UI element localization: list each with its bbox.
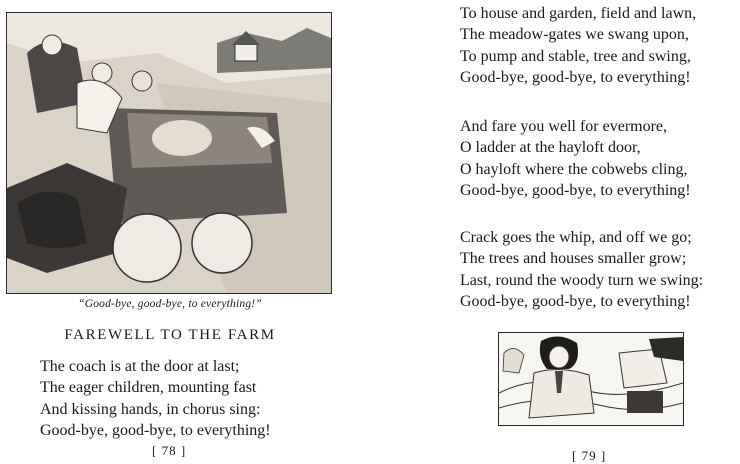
stanza-line: To pump and stable, tree and swing, [460, 47, 691, 65]
stanza-line: To house and garden, field and lawn, [460, 5, 697, 22]
stanza-line: The meadow-gates we swang upon, [460, 26, 689, 44]
stanza-3 [460, 116, 691, 202]
stanza-2 [460, 3, 696, 89]
stanza-line: The coach is at the door at last; [40, 358, 240, 375]
stanza-line: O ladder at the hayloft door, [460, 139, 641, 157]
stanza-line: Crack goes the whip, and off we go; [460, 229, 692, 246]
stanza-1 [40, 356, 271, 442]
stanza-line: Good-bye, good-bye, to everything! [40, 422, 271, 440]
stanza-line: Good-bye, good-bye, to everything! [460, 293, 691, 311]
stanza-line: Good-bye, good-bye, to everything! [460, 182, 691, 200]
right-page [372, 0, 740, 464]
coach-departure-illustration [6, 12, 332, 294]
illustration-caption: “Good-bye, good-bye, to everything!” [78, 298, 262, 310]
stanza-line: Last, round the woody turn we swing: [460, 271, 704, 289]
stanza-line: And kissing hands, in chorus sing: [40, 400, 261, 418]
poem-title: FAREWELL TO THE FARM [64, 327, 276, 343]
stanza-4 [460, 227, 703, 313]
page-number: [ 78 ] [152, 443, 187, 458]
stanza-line: And fare you well for evermore, [460, 118, 668, 135]
page-number: [ 79 ] [572, 448, 607, 463]
stanza-line: The trees and houses smaller grow; [460, 250, 687, 268]
stanza-line: Good-bye, good-bye, to everything! [460, 69, 691, 87]
left-page [0, 0, 368, 464]
stanza-line: The eager children, mounting fast [40, 379, 257, 397]
stanza-line: O hayloft where the cobwebs cling, [460, 160, 688, 178]
girl-vignette-illustration [498, 332, 684, 426]
